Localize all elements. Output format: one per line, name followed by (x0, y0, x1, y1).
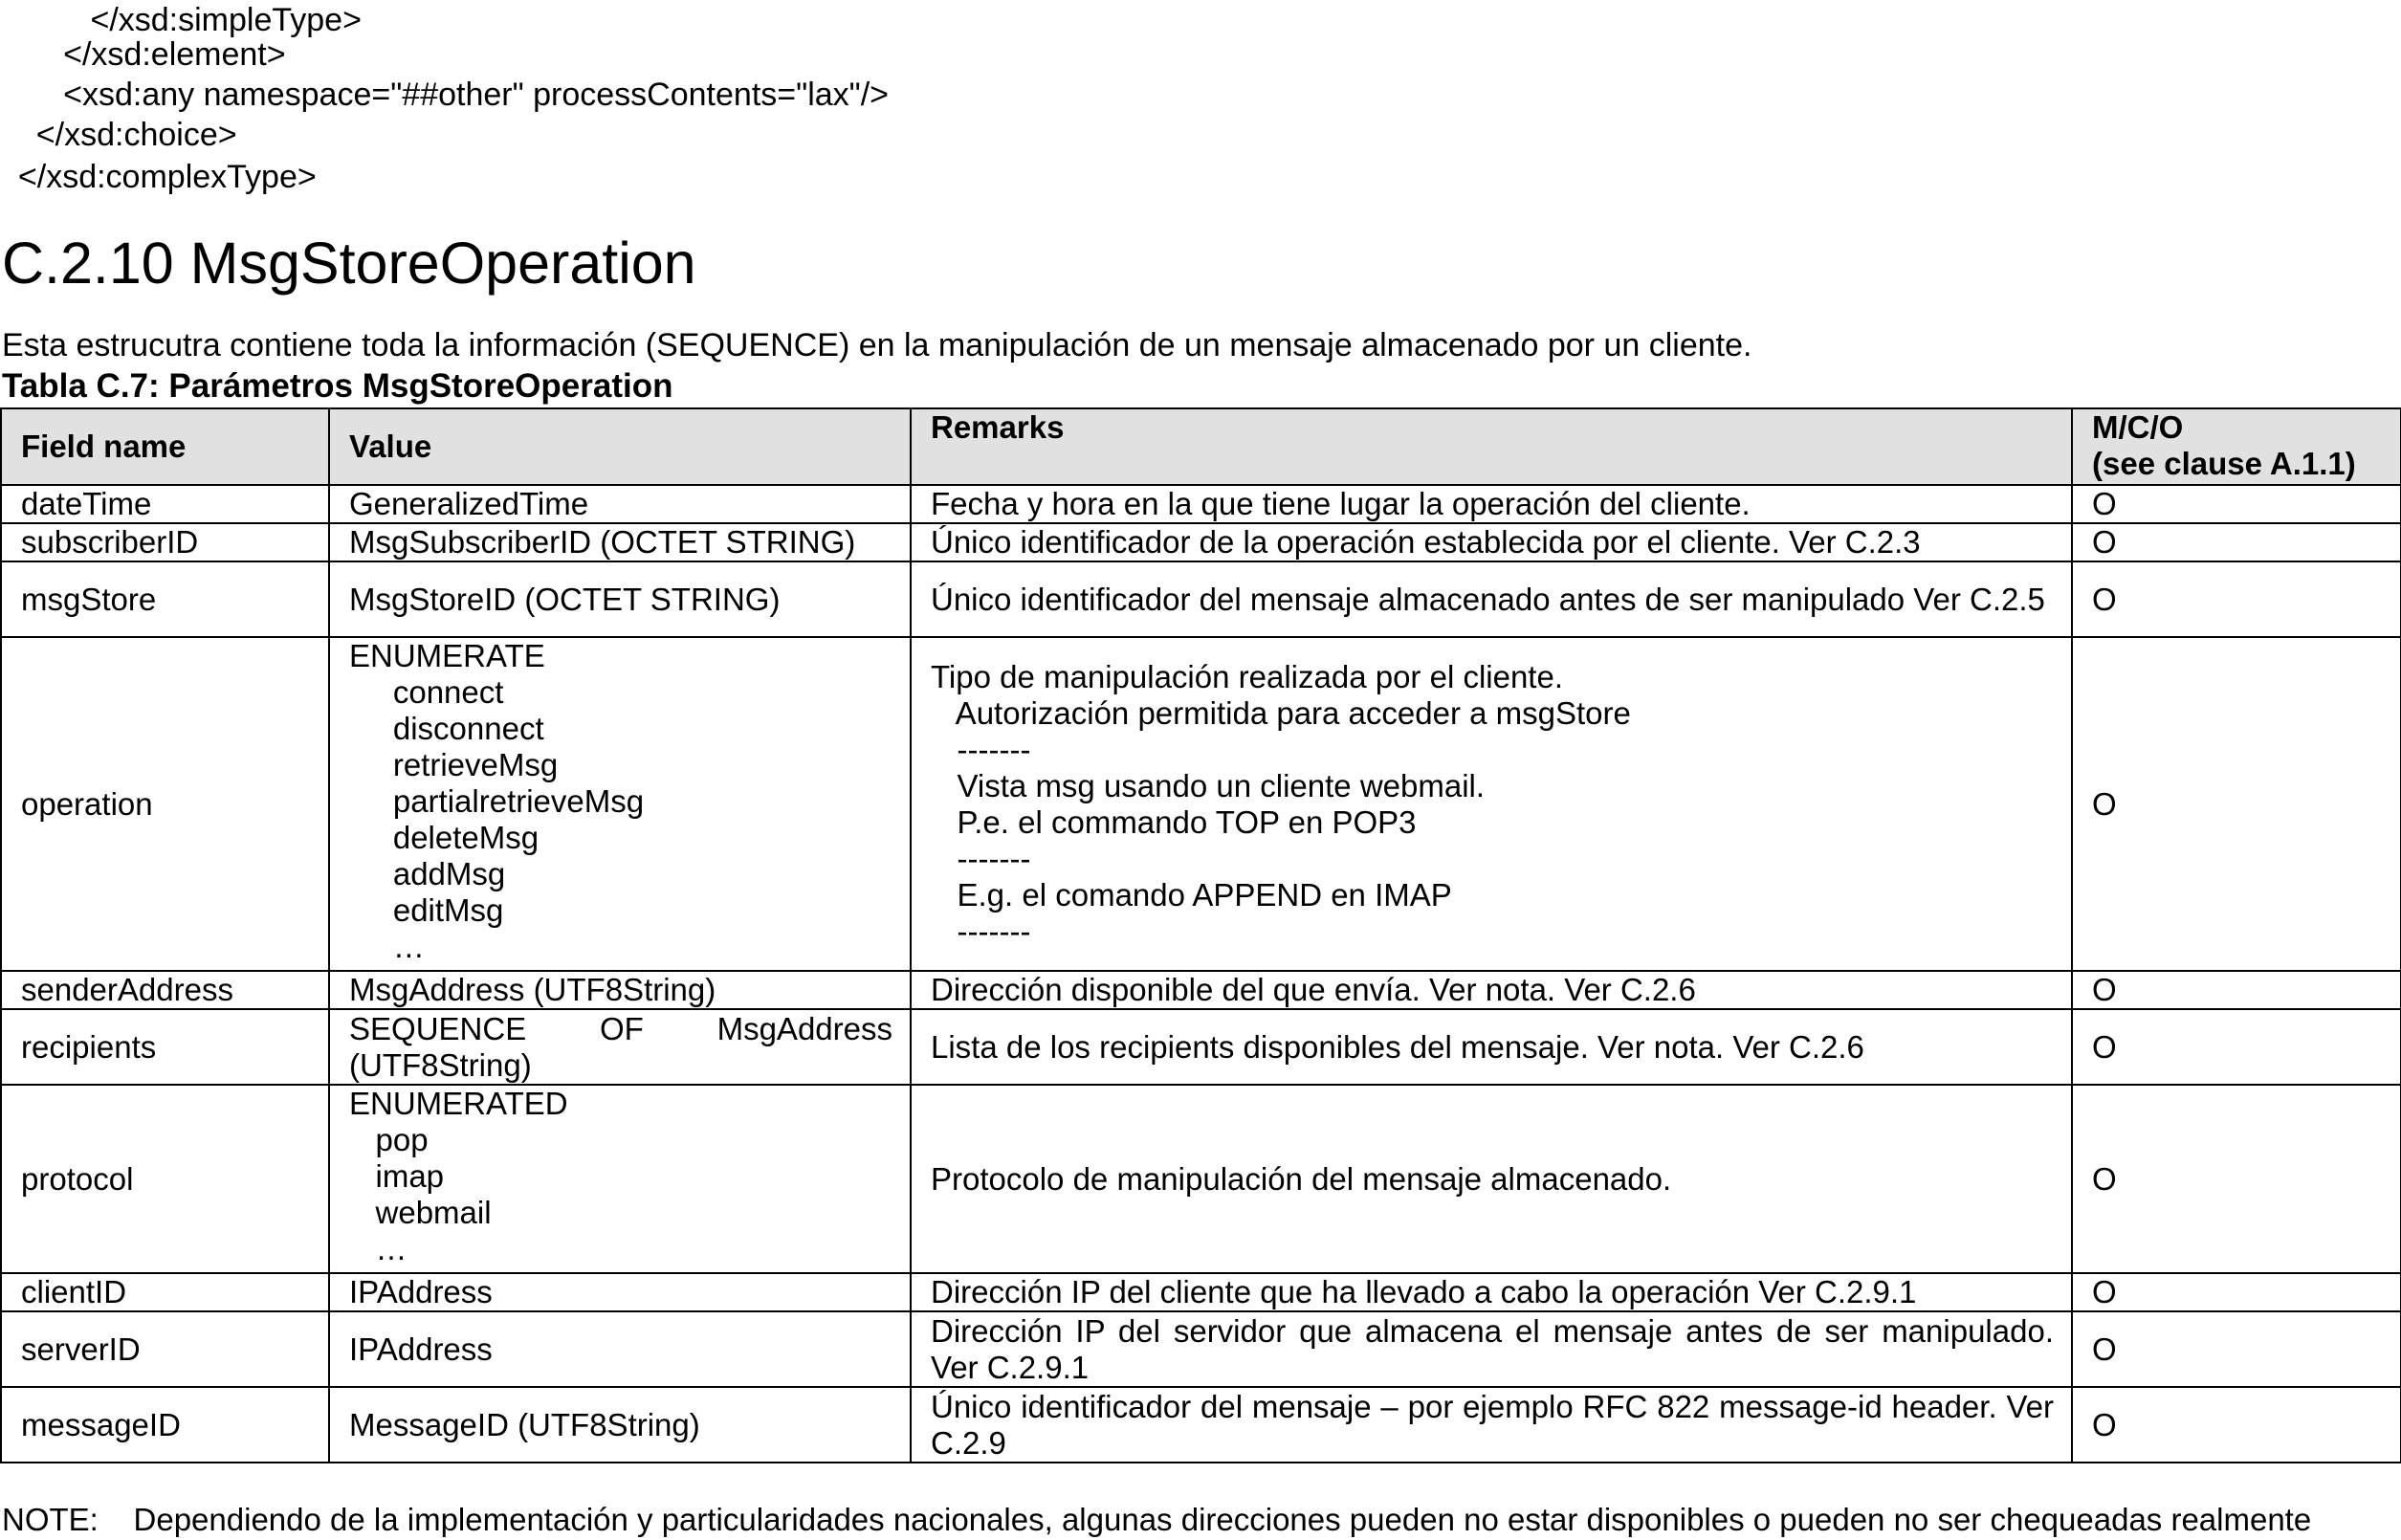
code-line-3: <xsd:any namespace="##other" processContents="lax"/> (0, 77, 890, 113)
field-name-cell: serverID (1, 1311, 329, 1387)
code-line-5: </xsd:complexType> (0, 159, 317, 195)
table-row (1, 1311, 2401, 1387)
remarks-cell: Lista de los recipients disponibles del mensaje. Ver nota. Ver C.2.6 (911, 1009, 2072, 1085)
table-row (1, 637, 2401, 971)
field-name-cell: senderAddress (1, 971, 329, 1009)
mco-cell: O (2072, 1085, 2401, 1273)
table-row (1, 971, 2401, 1009)
field-name-cell: clientID (1, 1273, 329, 1311)
value-cell: MsgSubscriberID (OCTET STRING) (329, 523, 911, 561)
field-name-cell: msgStore (1, 561, 329, 637)
code-line-1: </xsd:simpleType> (0, 2, 362, 38)
mco-cell: O (2072, 1311, 2401, 1387)
remarks-cell: Dirección IP del servidor que almacena el mensaje antes de ser manipulado. Ver C.2.9.1 (911, 1311, 2072, 1387)
value-cell: ENUMERATED pop imap webmail … (329, 1085, 911, 1273)
mco-cell: O (2072, 971, 2401, 1009)
mco-cell: O (2072, 523, 2401, 561)
value-cell: SEQUENCE OF MsgAddress (UTF8String) (329, 1009, 911, 1085)
mco-cell: O (2072, 1273, 2401, 1311)
value-cell: MsgStoreID (OCTET STRING) (329, 561, 911, 637)
mco-cell: O (2072, 485, 2401, 523)
table-row (1, 1387, 2401, 1463)
header-mco: M/C/O (see clause A.1.1) (2072, 408, 2401, 485)
header-field-name: Field name (1, 408, 329, 485)
parameters-table (0, 407, 2401, 1463)
field-name-cell: operation (1, 637, 329, 971)
field-name-cell: messageID (1, 1387, 329, 1463)
remarks-cell: Dirección IP del cliente que ha llevado a cabo la operación Ver C.2.9.1 (911, 1273, 2072, 1311)
value-cell: MessageID (UTF8String) (329, 1387, 911, 1463)
table-row (1, 523, 2401, 561)
section-title: C.2.10 MsgStoreOperation (2, 231, 696, 296)
table-note: NOTE: Dependiendo de la implementación y particularidades nacionales, algunas direcciones pueden no estar disponibles o pueden no ser chequeadas realmente (2, 1502, 2312, 1537)
value-cell: IPAddress (329, 1273, 911, 1311)
remarks-cell: Único identificador de la operación establecida por el cliente. Ver C.2.3 (911, 523, 2072, 561)
table-row (1, 1085, 2401, 1273)
field-name-cell: recipients (1, 1009, 329, 1085)
table-row (1, 1273, 2401, 1311)
header-value: Value (329, 408, 911, 485)
value-cell: ENUMERATE connect disconnect retrieveMsg partialretrieveMsg deleteMsg addMsg editMsg … (329, 637, 911, 971)
remarks-cell: Único identificador del mensaje almacenado antes de ser manipulado Ver C.2.5 (911, 561, 2072, 637)
value-cell: MsgAddress (UTF8String) (329, 971, 911, 1009)
mco-cell: O (2072, 637, 2401, 971)
field-name-cell: protocol (1, 1085, 329, 1273)
table-caption: Tabla C.7: Parámetros MsgStoreOperation (2, 367, 673, 405)
remarks-cell: Único identificador del mensaje – por ejemplo RFC 822 message-id header. Ver C.2.9 (911, 1387, 2072, 1463)
table-row (1, 561, 2401, 637)
value-cell: IPAddress (329, 1311, 911, 1387)
table-row (1, 1009, 2401, 1085)
table-row (1, 485, 2401, 523)
mco-cell: O (2072, 1009, 2401, 1085)
intro-paragraph: Esta estrucutra contiene toda la información (SEQUENCE) en la manipulación de un mensaje almacenado por un cliente. (2, 327, 1752, 363)
mco-cell: O (2072, 561, 2401, 637)
remarks-cell: Tipo de manipulación realizada por el cliente. Autorización permitida para acceder a msgStore ------- Vista msg usando un cliente webmail. P.e. el commando TOP en POP3 ------- E.g. el comando APPEND en IMAP ------- (911, 637, 2072, 971)
remarks-cell: Fecha y hora en la que tiene lugar la operación del cliente. (911, 485, 2072, 523)
code-line-2: </xsd:element> (0, 36, 286, 73)
field-name-cell: subscriberID (1, 523, 329, 561)
remarks-cell: Protocolo de manipulación del mensaje almacenado. (911, 1085, 2072, 1273)
header-remarks: Remarks (911, 408, 2072, 485)
table-header-row (1, 408, 2401, 485)
code-line-4: </xsd:choice> (0, 117, 237, 153)
mco-cell: O (2072, 1387, 2401, 1463)
remarks-cell: Dirección disponible del que envía. Ver nota. Ver C.2.6 (911, 971, 2072, 1009)
value-cell: GeneralizedTime (329, 485, 911, 523)
field-name-cell: dateTime (1, 485, 329, 523)
